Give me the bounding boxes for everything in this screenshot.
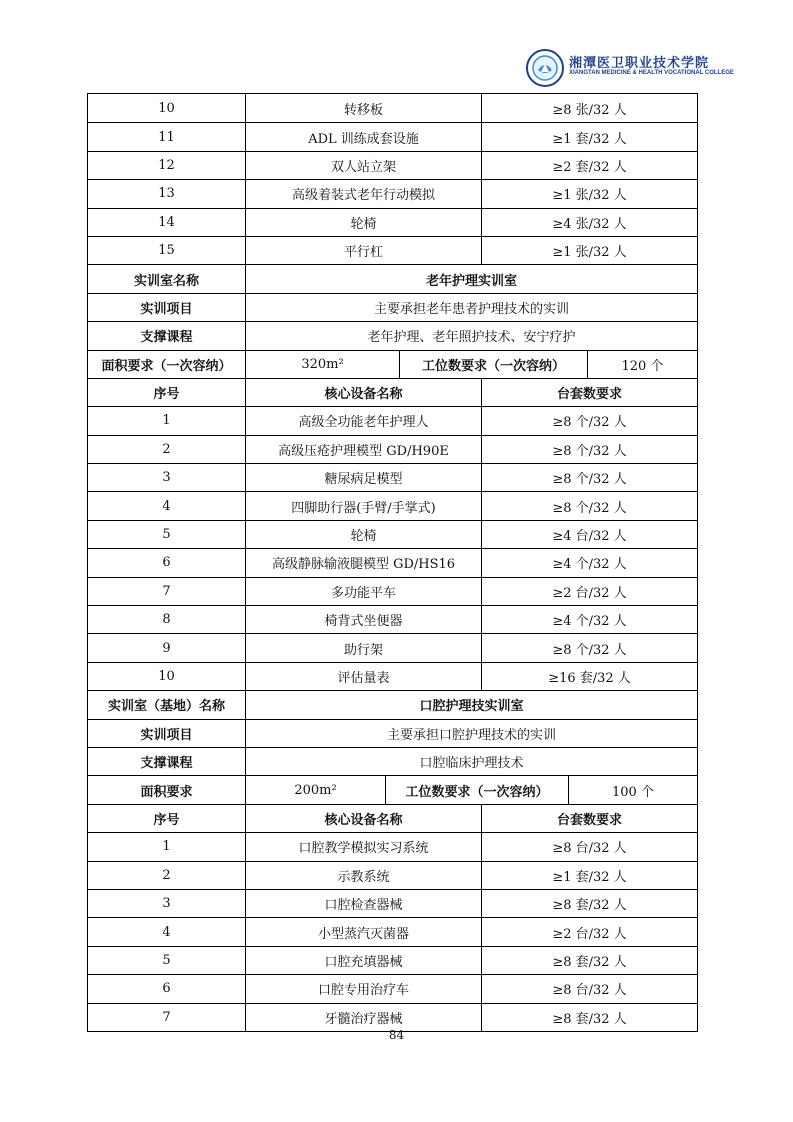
room2-col-no: 序号 [153, 812, 180, 828]
item-quantity: ≥8 个/32 人 [481, 492, 697, 519]
item-number: 9 [162, 640, 171, 656]
table-row [88, 463, 697, 491]
room2-station-value: 100 个 [568, 776, 697, 803]
item-quantity: ≥8 个/32 人 [481, 407, 697, 434]
item-name: 口腔专用治疗车 [245, 975, 481, 1002]
item-quantity: ≥16 套/32 人 [481, 663, 697, 690]
room2-course-row [88, 747, 697, 775]
table-row [88, 861, 697, 889]
item-quantity: ≥8 个/32 人 [481, 634, 697, 661]
college-logo [525, 48, 734, 88]
room1-area-row [88, 350, 697, 378]
room2-project-label: 实训项目 [140, 727, 193, 743]
item-name: 椅背式坐便器 [245, 606, 481, 633]
table-row [88, 236, 697, 264]
room1-item-rows [88, 406, 697, 690]
room2-col-name: 核心设备名称 [245, 805, 481, 832]
room1-name-value: 老年护理实训室 [245, 265, 697, 292]
item-quantity: ≥2 台/32 人 [481, 918, 697, 945]
item-quantity: ≥1 张/32 人 [481, 237, 697, 264]
room1-course-row [88, 321, 697, 349]
item-number: 11 [158, 129, 175, 145]
top-item-rows [88, 94, 697, 264]
table-row [88, 946, 697, 974]
item-quantity: ≥8 个/32 人 [481, 464, 697, 491]
room2-project-row [88, 719, 697, 747]
item-quantity: ≥4 个/32 人 [481, 549, 697, 576]
table-row [88, 974, 697, 1002]
item-name: 高级全功能老年护理人 [245, 407, 481, 434]
room1-col-no: 序号 [153, 387, 180, 403]
item-name: 双人站立架 [245, 152, 481, 179]
room2-area-label: 面积要求 [140, 784, 193, 800]
item-number: 2 [162, 441, 171, 457]
room2-col-qty: 台套数要求 [481, 805, 697, 832]
item-name: 平行杠 [245, 237, 481, 264]
item-quantity: ≥4 个/32 人 [481, 606, 697, 633]
item-quantity: ≥4 张/32 人 [481, 209, 697, 236]
table-row [88, 548, 697, 576]
item-name: 轮椅 [245, 209, 481, 236]
item-number: 6 [162, 981, 171, 997]
table-row [88, 832, 697, 860]
room2-name-label: 实训室（基地）名称 [107, 699, 225, 715]
item-quantity: ≥1 套/32 人 [481, 123, 697, 150]
table-row [88, 208, 697, 236]
item-number: 14 [158, 214, 175, 230]
item-name: 牙髓治疗器械 [245, 1004, 481, 1031]
item-name: 口腔教学模拟实习系统 [245, 833, 481, 860]
room2-area-value: 200m² [245, 776, 385, 803]
item-number: 1 [162, 839, 171, 855]
equipment-table [87, 93, 698, 1032]
item-name: 四脚助行器(手臂/手掌式) [245, 492, 481, 519]
table-row [88, 577, 697, 605]
item-name: 糖尿病足模型 [245, 464, 481, 491]
item-quantity: ≥4 台/32 人 [481, 521, 697, 548]
item-number: 7 [162, 1009, 171, 1025]
item-quantity: ≥8 套/32 人 [481, 1004, 697, 1031]
item-name: 口腔检查器械 [245, 890, 481, 917]
room1-station-label: 工位数要求（一次容纳） [399, 351, 587, 378]
room2-name-row [88, 690, 697, 718]
room2-header-row [88, 804, 697, 832]
table-row [88, 605, 697, 633]
item-number: 1 [162, 413, 171, 429]
item-name: 高级压疮护理模型 GD/H90E [245, 436, 481, 463]
room1-course-label: 支撑课程 [140, 330, 193, 346]
item-number: 10 [158, 100, 175, 116]
table-row [88, 917, 697, 945]
room1-area-label: 面积要求（一次容纳） [101, 358, 232, 374]
item-number: 2 [162, 867, 171, 883]
table-row [88, 435, 697, 463]
table-row [88, 491, 697, 519]
table-row [88, 122, 697, 150]
room1-project-label: 实训项目 [140, 301, 193, 317]
item-name: 高级着装式老年行动模拟 [245, 180, 481, 207]
item-number: 4 [162, 924, 171, 940]
item-quantity: ≥2 台/32 人 [481, 578, 697, 605]
item-name: 多功能平车 [245, 578, 481, 605]
room1-course-value: 老年护理、老年照护技术、安宁疗护 [245, 322, 697, 349]
item-number: 7 [162, 583, 171, 599]
room1-name-row [88, 264, 697, 292]
item-number: 3 [162, 470, 171, 486]
item-quantity: ≥1 套/32 人 [481, 862, 697, 889]
item-number: 10 [158, 669, 175, 684]
table-row [88, 520, 697, 548]
room1-header-row [88, 378, 697, 406]
item-number: 3 [162, 896, 171, 912]
room1-name-label: 实训室名称 [133, 273, 199, 289]
page-number: 84 [388, 1028, 405, 1042]
room2-station-label: 工位数要求（一次容纳） [385, 776, 568, 803]
table-row [88, 406, 697, 434]
room2-course-label: 支撑课程 [140, 756, 193, 772]
item-quantity: ≥8 台/32 人 [481, 833, 697, 860]
item-name: 评估量表 [245, 663, 481, 690]
item-number: 6 [162, 555, 171, 571]
table-row [88, 662, 697, 690]
item-quantity: ≥8 套/32 人 [481, 947, 697, 974]
item-number: 13 [158, 186, 175, 202]
table-row [88, 1003, 697, 1031]
item-quantity: ≥8 张/32 人 [481, 94, 697, 122]
item-number: 12 [158, 157, 175, 173]
item-quantity: ≥8 个/32 人 [481, 436, 697, 463]
item-number: 5 [162, 952, 171, 968]
item-name: 轮椅 [245, 521, 481, 548]
item-quantity: ≥8 套/32 人 [481, 890, 697, 917]
table-row [88, 179, 697, 207]
item-quantity: ≥8 台/32 人 [481, 975, 697, 1002]
room2-area-row [88, 775, 697, 803]
item-name: 示教系统 [245, 862, 481, 889]
college-emblem-icon [525, 48, 565, 88]
item-name: 高级静脉输液腿模型 GD/HS16 [245, 549, 481, 576]
college-english-name: XIANGTAN MEDICINE & HEALTH VOCATIONAL COLLEGE [569, 70, 734, 76]
item-name: 助行架 [245, 634, 481, 661]
table-row [88, 94, 697, 122]
item-number: 15 [158, 243, 175, 259]
room1-col-qty: 台套数要求 [481, 379, 697, 406]
room2-item-rows [88, 832, 697, 1031]
college-name: 湘潭医卫职业技术学院 [569, 56, 710, 71]
room1-area-value: 320m² [245, 351, 399, 378]
room1-station-value: 120 个 [587, 351, 697, 378]
item-number: 4 [162, 498, 171, 514]
room1-project-row [88, 293, 697, 321]
item-name: 小型蒸汽灭菌器 [245, 918, 481, 945]
item-name: 口腔充填器械 [245, 947, 481, 974]
item-quantity: ≥1 张/32 人 [481, 180, 697, 207]
item-number: 8 [162, 612, 171, 628]
item-number: 5 [162, 527, 171, 543]
room2-project-value: 主要承担口腔护理技术的实训 [245, 720, 697, 747]
table-row [88, 151, 697, 179]
room1-col-name: 核心设备名称 [245, 379, 481, 406]
room2-course-value: 口腔临床护理技术 [245, 748, 697, 775]
table-row [88, 889, 697, 917]
room2-name-value: 口腔护理技实训室 [245, 691, 697, 718]
item-name: 转移板 [245, 94, 481, 122]
item-quantity: ≥2 套/32 人 [481, 152, 697, 179]
item-name: ADL 训练成套设施 [245, 123, 481, 150]
room1-project-value: 主要承担老年患者护理技术的实训 [245, 294, 697, 321]
table-row [88, 633, 697, 661]
